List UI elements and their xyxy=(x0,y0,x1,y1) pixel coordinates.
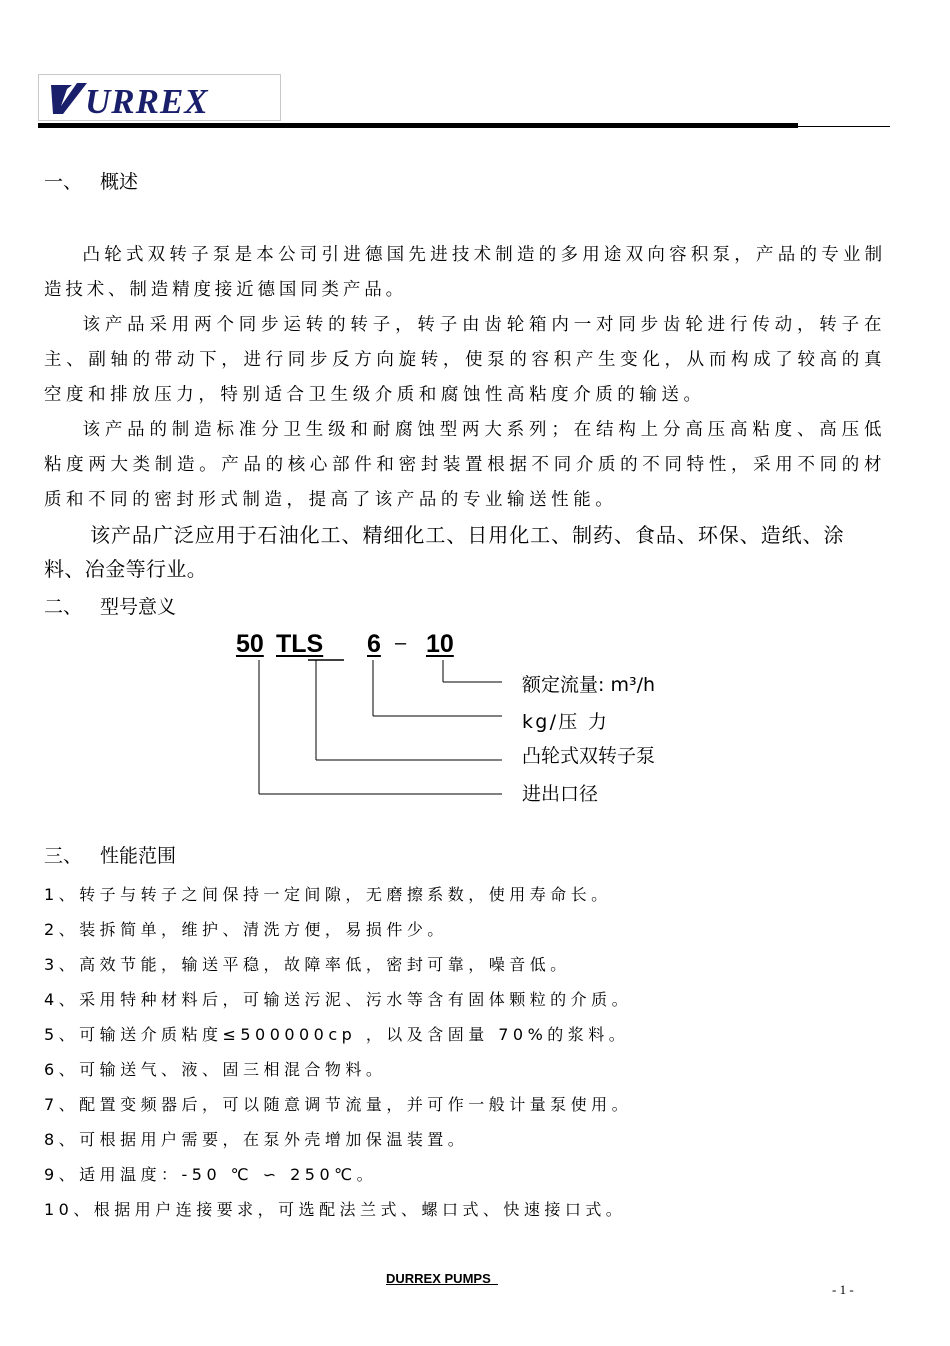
model-code-size: 50 xyxy=(236,630,264,658)
overview-paragraph-4: 该产品广泛应用于石油化工、精细化工、日用化工、制药、食品、环保、造纸、涂料、冶金等行业。 xyxy=(44,523,844,581)
logo-mark-icon xyxy=(39,75,282,122)
model-code-flow: 10 xyxy=(426,630,454,658)
section-number: 二、 xyxy=(44,596,83,618)
model-label-flow: 额定流量: m³/h xyxy=(522,674,656,696)
model-code-dash: – xyxy=(395,632,407,654)
section-number: 三、 xyxy=(44,845,83,867)
model-label-size: 进出口径 xyxy=(522,783,599,805)
section-title: 概述 xyxy=(100,171,139,193)
model-code-pressure: 6 xyxy=(367,630,381,658)
section-heading-performance xyxy=(44,845,176,867)
list-item: 8、可根据用户需要，在泵外壳增加保温装置。 xyxy=(44,1130,469,1149)
list-item: 1、转子与转子之间保持一定间隙，无磨擦系数，使用寿命长。 xyxy=(44,885,612,904)
section-title: 性能范围 xyxy=(100,845,177,867)
model-code-diagram xyxy=(236,630,756,820)
section-heading-overview xyxy=(44,171,138,193)
header-rule xyxy=(38,123,798,128)
model-label-type: 凸轮式双转子泵 xyxy=(522,745,656,767)
list-item: 6、可输送气、液、固三相混合物料。 xyxy=(44,1060,387,1079)
list-item: 10、根据用户连接要求，可选配法兰式、螺口式、快速接口式。 xyxy=(44,1200,627,1219)
section-title: 型号意义 xyxy=(100,596,177,618)
list-item: 2、装拆简单，维护、清洗方便，易损件少。 xyxy=(44,920,448,939)
list-item: 4、采用特种材料后，可输送污泥、污水等含有固体颗粒的介质。 xyxy=(44,990,633,1009)
overview-paragraph-2: 该产品采用两个同步运转的转子，转子由齿轮箱内一对同步齿轮进行传动，转子在主、副轴的带动下，进行同步反方向旋转，使泵的容积产生变化，从而构成了较高的真空度和排放压力，特别适合卫生级介质和腐蚀性高粘度介质的输送。 xyxy=(44,315,886,405)
footer-brand: DURREX PUMPS xyxy=(386,1271,498,1286)
list-item: 7、配置变频器后，可以随意调节流量，并可作一般计量泵使用。 xyxy=(44,1095,633,1114)
model-callout-lines xyxy=(236,630,756,820)
list-item: 9、适用温度：-50 ℃ ∽ 250℃。 xyxy=(44,1165,378,1184)
overview-paragraph-1: 凸轮式双转子泵是本公司引进德国先进技术制造的多用途双向容积泵，产品的专业制造技术、制造精度接近德国同类产品。 xyxy=(44,245,886,300)
page-number: - 1 - xyxy=(832,1282,854,1297)
header-rule-thin xyxy=(798,126,890,127)
svg-text:URREX: URREX xyxy=(85,82,209,121)
section-number: 一、 xyxy=(44,171,83,193)
model-label-pressure: kg/压 力 xyxy=(522,711,610,733)
list-item: 3、高效节能，输送平稳，故障率低，密封可靠，噪音低。 xyxy=(44,955,571,974)
performance-list xyxy=(44,877,632,1227)
overview-paragraph-3: 该产品的制造标准分卫生级和耐腐蚀型两大系列；在结构上分高压高粘度、高压低粘度两大类制造。产品的核心部件和密封装置根据不同介质的不同特性，采用不同的材质和不同的密封形式制造，提高了该产品的专业输送性能。 xyxy=(44,420,886,510)
model-code-type: TLS xyxy=(276,630,324,658)
company-logo xyxy=(38,74,281,121)
list-item: 5、可输送介质粘度≤500000cp ，以及含固量 70%的浆料。 xyxy=(44,1025,630,1044)
section-heading-model xyxy=(44,596,176,618)
